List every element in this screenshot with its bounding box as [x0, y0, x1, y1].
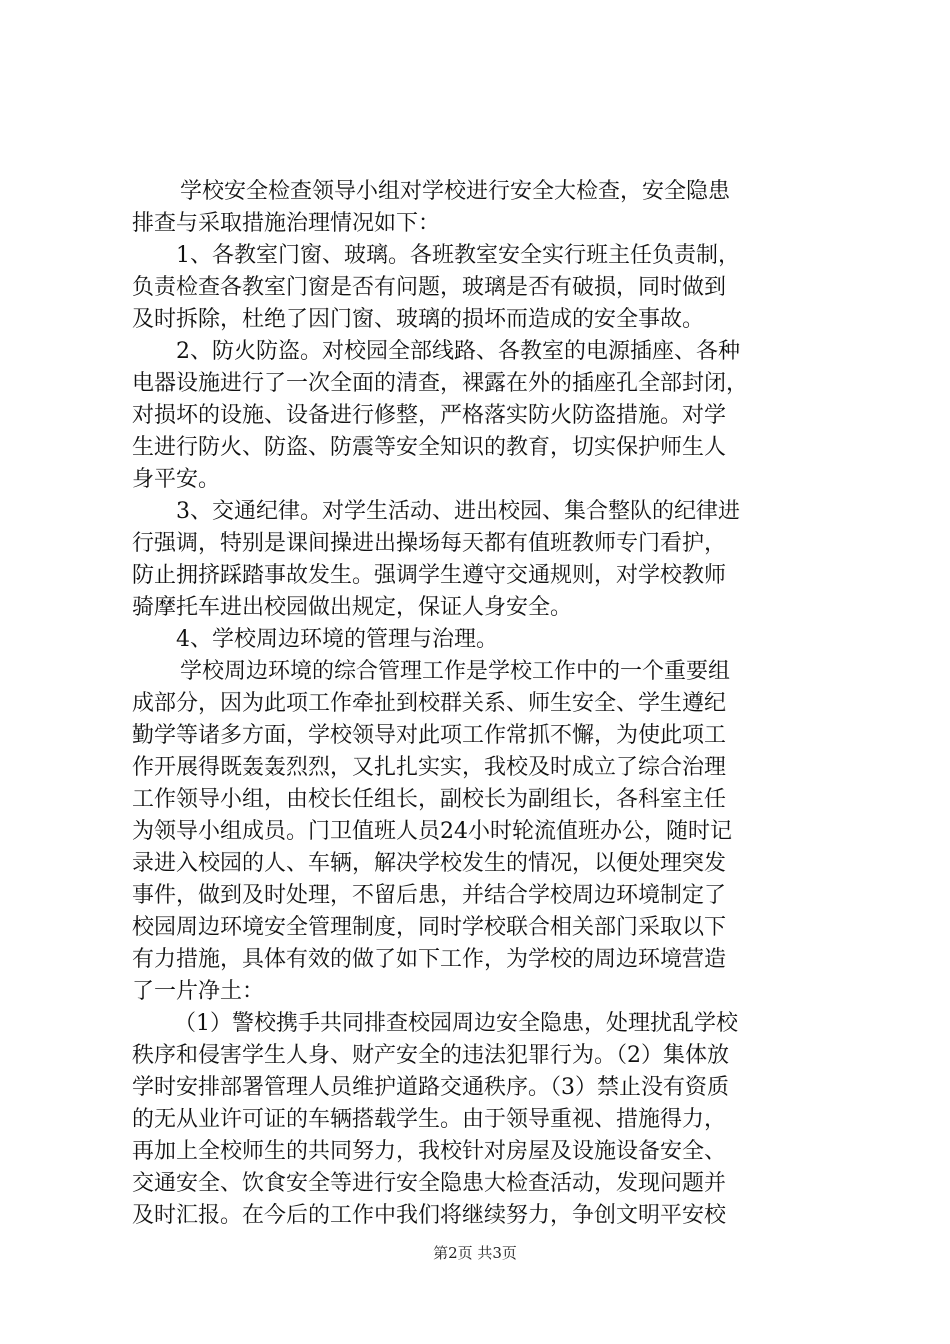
- paragraph-line: 及时拆除，杜绝了因门窗、玻璃的损坏而造成的安全事故。: [132, 307, 705, 332]
- paragraph-line: 勤学等诸多方面，学校领导对此项工作常抓不懈，为使此项工: [132, 723, 727, 748]
- paragraph-line: 2、防火防盗。对校园全部线路、各教室的电源插座、各种: [176, 339, 740, 364]
- paragraph-line: 3、交通纪律。对学生活动、进出校园、集合整队的纪律进: [176, 499, 740, 524]
- paragraph-line: 再加上全校师生的共同努力，我校针对房屋及设施设备安全、: [132, 1139, 727, 1164]
- page-number-footer: 第2页 共3页: [433, 1244, 517, 1262]
- paragraph-line: 了一片净土：: [132, 979, 265, 1004]
- paragraph-line: 对损坏的设施、设备进行修整，严格落实防火防盗措施。对学: [132, 403, 727, 428]
- paragraph-line: 为领导小组成员。门卫值班人员24小时轮流值班办公，随时记: [132, 819, 732, 844]
- paragraph-line: （1）警校携手共同排查校园周边安全隐患，处理扰乱学校: [174, 1011, 738, 1036]
- paragraph-line: 学校周边环境的综合管理工作是学校工作中的一个重要组: [180, 659, 731, 684]
- paragraph-line: 排查与采取措施治理情况如下：: [132, 211, 441, 236]
- paragraph-line: 成部分，因为此项工作牵扯到校群关系、师生安全、学生遵纪: [132, 691, 727, 716]
- paragraph-line: 行强调，特别是课间操进出操场每天都有值班教师专门看护，: [132, 531, 727, 556]
- paragraph-line: 录进入校园的人、车辆，解决学校发生的情况，以便处理突发: [132, 851, 727, 876]
- paragraph-line: 校园周边环境安全管理制度，同时学校联合相关部门采取以下: [132, 915, 727, 940]
- paragraph-line: 身平安。: [132, 467, 221, 492]
- paragraph-line: 4、学校周边环境的管理与治理。: [176, 627, 498, 652]
- paragraph-line: 骑摩托车进出校园做出规定，保证人身安全。: [132, 595, 573, 620]
- paragraph-line: 作开展得既轰轰烈烈，又扎扎实实，我校及时成立了综合治理: [132, 755, 727, 780]
- paragraph-line: 及时汇报。在今后的工作中我们将继续努力，争创文明平安校: [132, 1203, 727, 1228]
- paragraph-line: 学校安全检查领导小组对学校进行安全大检查，安全隐患: [180, 179, 731, 204]
- paragraph-line: 电器设施进行了一次全面的清查，裸露在外的插座孔全部封闭，: [132, 371, 749, 396]
- paragraph-line: 1、各教室门窗、玻璃。各班教室安全实行班主任负责制，: [176, 243, 740, 268]
- paragraph-line: 事件，做到及时处理，不留后患，并结合学校周边环境制定了: [132, 883, 727, 908]
- paragraph-line: 秩序和侵害学生人身、财产安全的违法犯罪行为。（2）集体放: [132, 1043, 729, 1068]
- paragraph-line: 有力措施，具体有效的做了如下工作，为学校的周边环境营造: [132, 947, 727, 972]
- paragraph-line: 生进行防火、防盗、防震等安全知识的教育，切实保护师生人: [132, 435, 727, 460]
- paragraph-line: 工作领导小组，由校长任组长，副校长为副组长，各科室主任: [132, 787, 727, 812]
- paragraph-line: 的无从业许可证的车辆搭载学生。由于领导重视、措施得力，: [132, 1107, 727, 1132]
- paragraph-line: 交通安全、饮食安全等进行安全隐患大检查活动，发现问题并: [132, 1171, 727, 1196]
- paragraph-line: 防止拥挤踩踏事故发生。强调学生遵守交通规则，对学校教师: [132, 563, 727, 588]
- paragraph-line: 学时安排部署管理人员维护道路交通秩序。（3）禁止没有资质: [132, 1075, 729, 1100]
- paragraph-line: 负责检查各教室门窗是否有问题，玻璃是否有破损，同时做到: [132, 275, 727, 300]
